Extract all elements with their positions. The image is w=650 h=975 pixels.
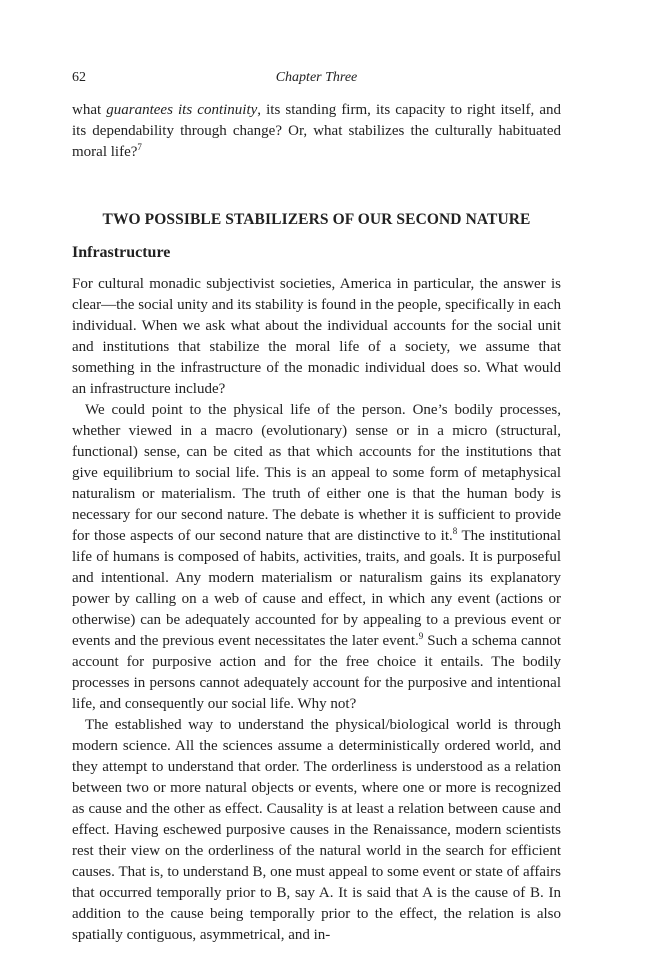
running-head — [72, 68, 561, 88]
book-page — [72, 68, 561, 946]
footnote-marker-8: 8 — [452, 526, 458, 536]
opening-text-start: what — [72, 102, 107, 118]
opening-emphasis: guarantees its continuity — [106, 102, 258, 118]
opening-text-end: , its standing firm, its capacity to right itself, and its dependability through change? Or, what stabilizes the culturally habituated moral life? — [72, 102, 561, 160]
section-heading: TWO POSSIBLE STABILIZERS OF OUR SECOND NATURE — [102, 211, 531, 228]
subsection-heading: Infrastructure — [72, 244, 171, 261]
body-text — [72, 100, 561, 946]
paragraph-3: The established way to understand the physical/biological world is through modern science. All the sciences assume a deterministically ordered world, and they attempt to understand that order. The orderliness is understood as a relation between two or more natural objects or events, where one or more is recognized as cause and the other as effect. Causality is at least a relation between cause and effect. Having eschewed purposive causes in the Renaissance, modern scientists rest their view on the orderliness of the natural world in the search for efficient causes. That is, to understand B, one must appeal to some event or state of affairs that occurred temporally prior to B, say A. It is said that A is the cause of B. In addition to the cause being temporally prior to the effect, the relation is also spatially contiguous, asymmetrical, and in- — [72, 717, 561, 943]
opening-paragraph — [72, 100, 561, 163]
paragraph-2-part-2: The institutional life of humans is composed of habits, activities, traits, and goals. It is purposeful and intentional. Any modern materialism or naturalism gains its explanatory power by calling on a web of cause and effect, in which any event (actions or otherwise) can be adequately accounted for by appealing to a previous event or events and the previous event necessitates the later event. — [72, 528, 562, 649]
chapter-title: Chapter Three — [275, 70, 358, 85]
paragraph-2 — [72, 400, 561, 715]
footnote-marker-9: 9 — [418, 631, 424, 641]
footnote-marker-7: 7 — [137, 142, 142, 152]
page-number: 62 — [72, 70, 86, 85]
paragraph-2-part-1: We could point to the physical life of the person. One’s bodily processes, whether viewed in a macro (evolutionary) sense or in a micro (structural, functional) sense, can be cited as that which accounts for the institutions that give equilibrium to social life. This is an appeal to some form of metaphysical naturalism or materialism. The truth of either one is that the human body is necessary for our second nature. The debate is whether it is sufficient to provide for those aspects of our second nature that are distinctive to it. — [72, 402, 561, 544]
paragraph-1: For cultural monadic subjectivist societies, America in particular, the answer is clear—the social unity and its stability is found in the people, specifically in each individual. When we ask what about the individual accounts for the social unit and institutions that stabilize the moral life of a society, we assume that something in the infrastructure of the monadic individual does so. What would an infrastructure include? — [72, 276, 561, 397]
paragraph-2-part-3: Such a schema cannot account for purposive action and for the free choice it entails. The bodily processes in persons cannot adequately account for the purposive and intentional life, and consequently our social life. Why not? — [72, 633, 561, 712]
